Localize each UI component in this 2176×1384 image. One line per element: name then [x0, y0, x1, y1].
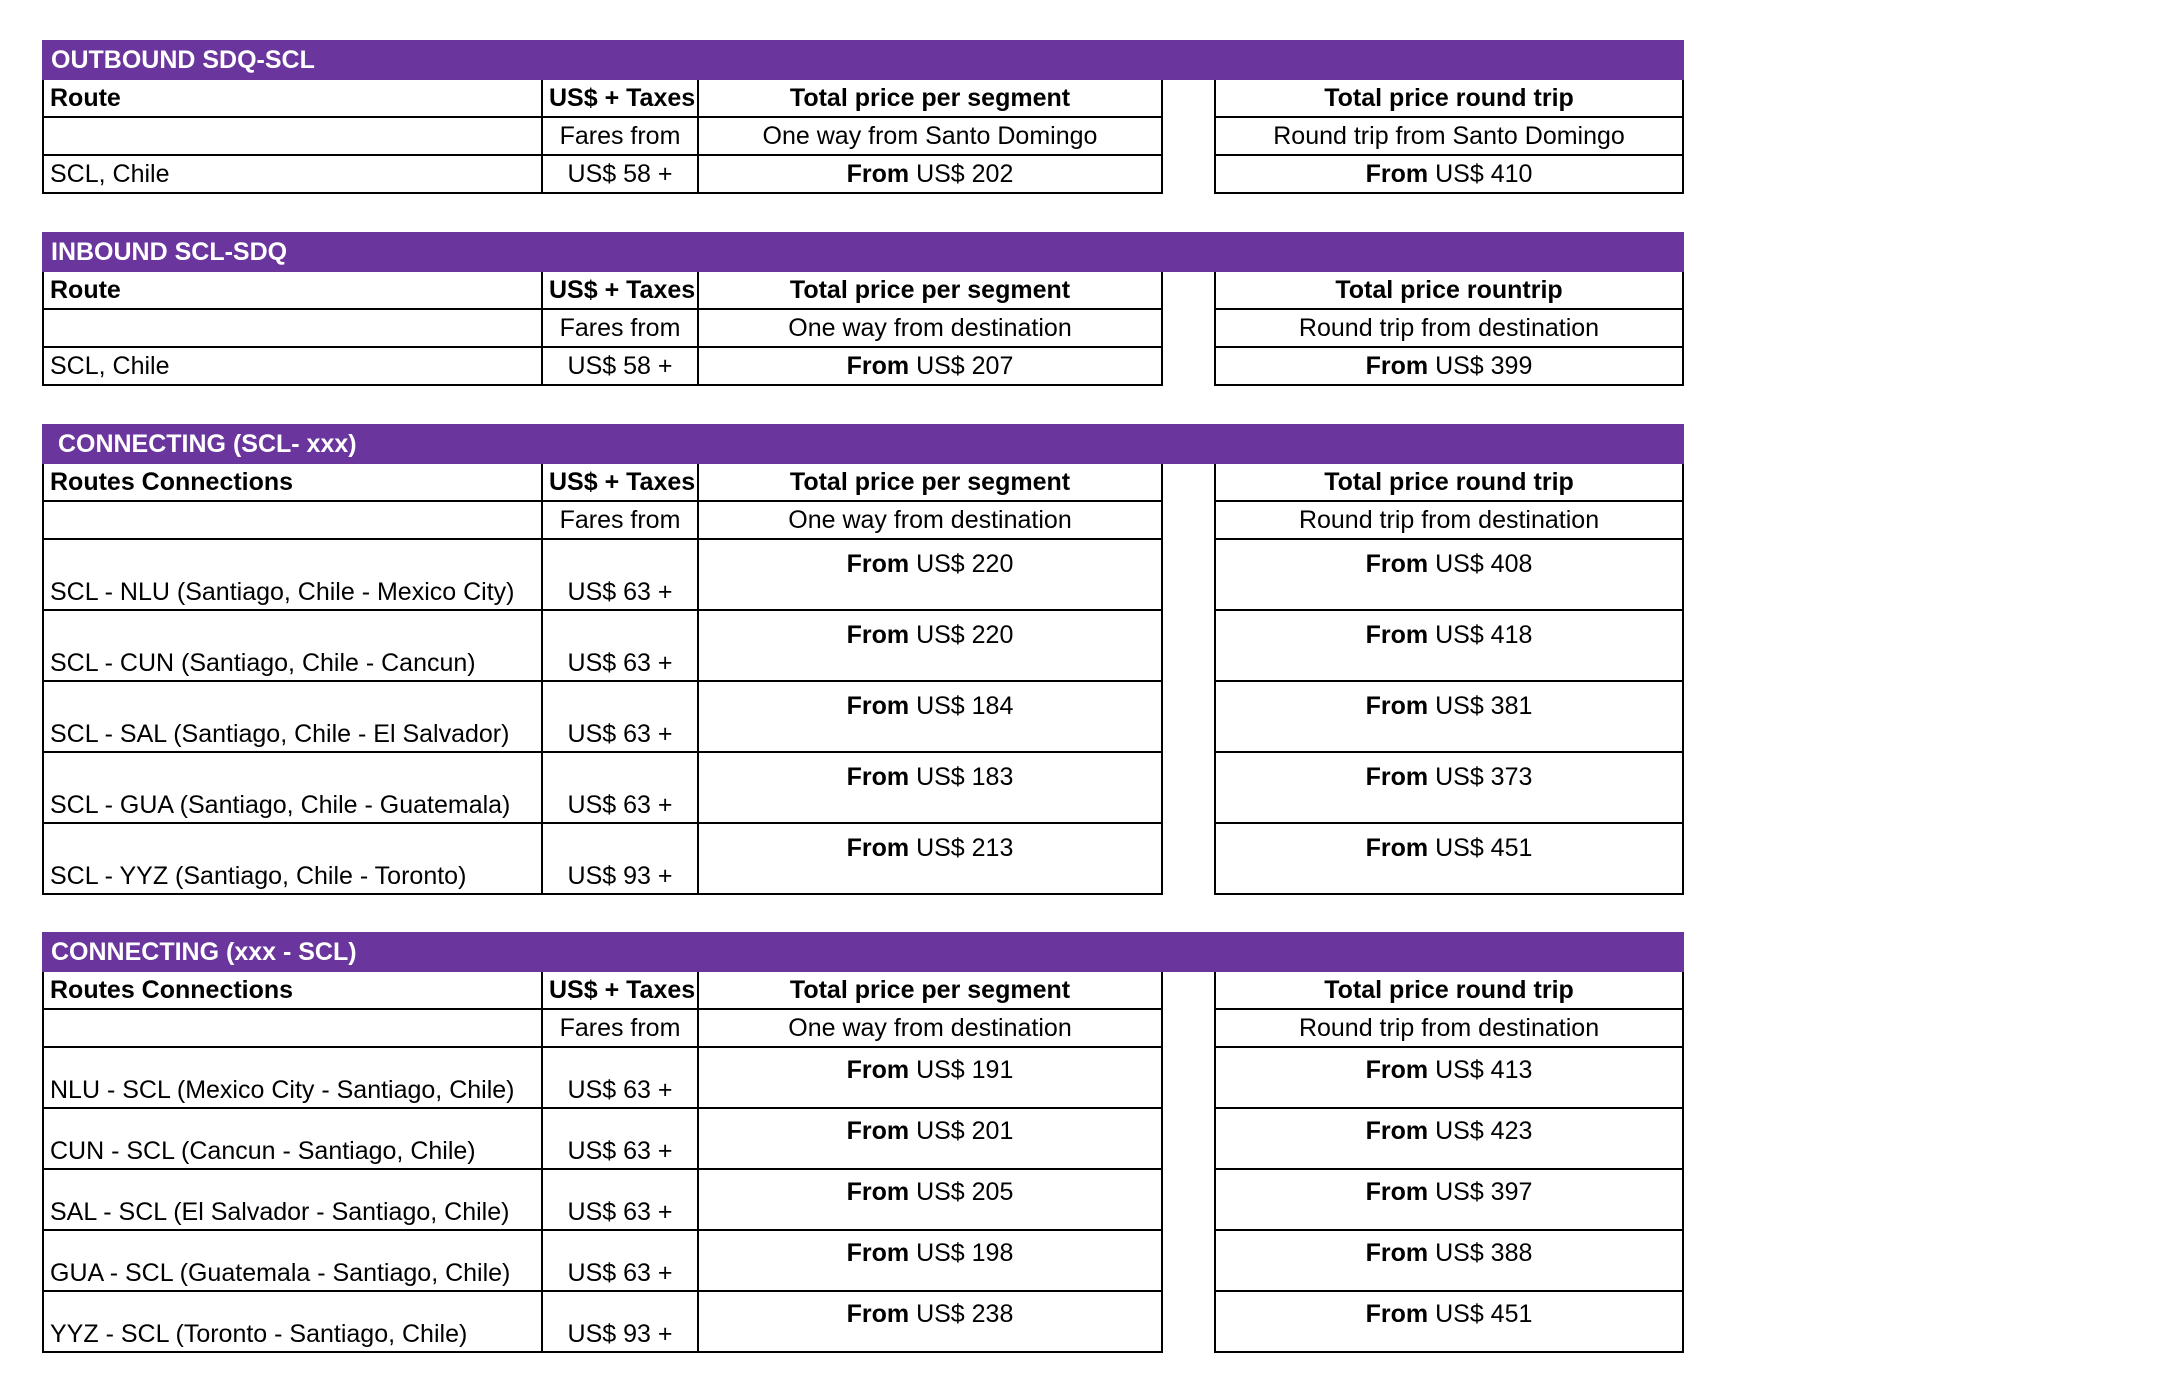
- from-label: From: [846, 763, 910, 791]
- gap-cell: [1162, 347, 1215, 385]
- price-value: US$ 191: [916, 1056, 1014, 1084]
- gap-cell: [1162, 1169, 1215, 1230]
- price-value: US$ 397: [1435, 1178, 1533, 1206]
- connecting-inbound-table: [42, 932, 1684, 1353]
- price-value: US$ 207: [916, 351, 1014, 380]
- segment-price-cell: [698, 752, 1162, 823]
- fare-cell: US$ 63 +: [542, 752, 698, 823]
- from-label: From: [1365, 1117, 1429, 1145]
- gap-cell: [1162, 1108, 1215, 1169]
- route-header: Routes Connections: [43, 971, 542, 1009]
- table-title-row: [43, 933, 1683, 971]
- table-title: OUTBOUND SDQ-SCL: [43, 41, 1683, 79]
- fare-subheader: Fares from: [542, 117, 698, 155]
- header-row: [43, 971, 1683, 1009]
- price-value: US$ 451: [1435, 834, 1533, 862]
- route-cell: SCL - YYZ (Santiago, Chile - Toronto): [43, 823, 542, 894]
- segment-subheader: One way from Santo Domingo: [698, 117, 1162, 155]
- roundtrip-price-cell: [1215, 539, 1683, 610]
- route-cell: CUN - SCL (Cancun - Santiago, Chile): [43, 1108, 542, 1169]
- fare-cell: US$ 63 +: [542, 1047, 698, 1108]
- price-value: US$ 410: [1435, 159, 1533, 188]
- from-label: From: [846, 1056, 910, 1084]
- table-row: [43, 1047, 1683, 1108]
- roundtrip-subheader: Round trip from destination: [1215, 501, 1683, 539]
- price-value: US$ 198: [916, 1239, 1014, 1267]
- roundtrip-price-cell: [1215, 347, 1683, 385]
- table-title-row: [43, 233, 1683, 271]
- segment-subheader: One way from destination: [698, 501, 1162, 539]
- from-label: From: [1365, 159, 1429, 188]
- gap-cell: [1162, 501, 1215, 539]
- price-value: US$ 413: [1435, 1056, 1533, 1084]
- price-value: US$ 183: [916, 763, 1014, 791]
- table-row: [43, 1291, 1683, 1352]
- roundtrip-price-cell: [1215, 681, 1683, 752]
- price-value: US$ 373: [1435, 763, 1533, 791]
- fare-cell: US$ 63 +: [542, 681, 698, 752]
- fare-subheader: Fares from: [542, 309, 698, 347]
- roundtrip-price-cell: [1215, 823, 1683, 894]
- price-value: US$ 423: [1435, 1117, 1533, 1145]
- gap-cell: [1162, 1291, 1215, 1352]
- gap-cell: [1162, 539, 1215, 610]
- roundtrip-subheader: Round trip from Santo Domingo: [1215, 117, 1683, 155]
- table-row: [43, 1108, 1683, 1169]
- route-cell: YYZ - SCL (Toronto - Santiago, Chile): [43, 1291, 542, 1352]
- table-row: [43, 155, 1683, 193]
- table-row: [43, 681, 1683, 752]
- fare-cell: US$ 63 +: [542, 1230, 698, 1291]
- roundtrip-price-cell: [1215, 1047, 1683, 1108]
- route-header: Route: [43, 79, 542, 117]
- roundtrip-price-cell: [1215, 1169, 1683, 1230]
- fare-subheader: Fares from: [542, 501, 698, 539]
- roundtrip-subheader: Round trip from destination: [1215, 1009, 1683, 1047]
- segment-price-cell: [698, 1169, 1162, 1230]
- from-label: From: [846, 1239, 910, 1267]
- fare-cell: US$ 63 +: [542, 1108, 698, 1169]
- table-row: [43, 347, 1683, 385]
- table-title-row: [43, 41, 1683, 79]
- gap-cell: [1162, 752, 1215, 823]
- price-value: US$ 205: [916, 1178, 1014, 1206]
- roundtrip-price-cell: [1215, 1291, 1683, 1352]
- roundtrip-header: Total price round trip: [1215, 971, 1683, 1009]
- gap-cell: [1162, 610, 1215, 681]
- segment-subheader: One way from destination: [698, 1009, 1162, 1047]
- price-value: US$ 381: [1435, 692, 1533, 720]
- from-label: From: [1365, 1300, 1429, 1328]
- subheader-row: [43, 1009, 1683, 1047]
- from-label: From: [846, 834, 910, 862]
- roundtrip-price-cell: [1215, 752, 1683, 823]
- gap-cell: [1162, 1230, 1215, 1291]
- fare-cell: US$ 93 +: [542, 1291, 698, 1352]
- route-cell: NLU - SCL (Mexico City - Santiago, Chile): [43, 1047, 542, 1108]
- fare-cell: US$ 63 +: [542, 610, 698, 681]
- price-value: US$ 418: [1435, 621, 1533, 649]
- fare-header: US$ + Taxes: [542, 79, 698, 117]
- gap-cell: [1162, 1047, 1215, 1108]
- segment-price-cell: [698, 155, 1162, 193]
- subheader-row: [43, 501, 1683, 539]
- from-label: From: [1365, 550, 1429, 578]
- from-label: From: [1365, 763, 1429, 791]
- roundtrip-header: Total price round trip: [1215, 79, 1683, 117]
- segment-price-cell: [698, 1047, 1162, 1108]
- from-label: From: [846, 1117, 910, 1145]
- from-label: From: [846, 550, 910, 578]
- price-value: US$ 388: [1435, 1239, 1533, 1267]
- roundtrip-price-cell: [1215, 1108, 1683, 1169]
- segment-header: Total price per segment: [698, 79, 1162, 117]
- price-value: US$ 184: [916, 692, 1014, 720]
- table-row: [43, 610, 1683, 681]
- segment-header: Total price per segment: [698, 463, 1162, 501]
- roundtrip-price-cell: [1215, 1230, 1683, 1291]
- fare-cell: US$ 58 +: [542, 155, 698, 193]
- from-label: From: [1365, 621, 1429, 649]
- header-row: [43, 79, 1683, 117]
- table-row: [43, 823, 1683, 894]
- outbound-table: [42, 40, 1684, 194]
- roundtrip-header: Total price rountrip: [1215, 271, 1683, 309]
- price-value: US$ 408: [1435, 550, 1533, 578]
- header-row: [43, 463, 1683, 501]
- gap-cell: [1162, 79, 1215, 117]
- segment-price-cell: [698, 539, 1162, 610]
- fare-subheader: Fares from: [542, 1009, 698, 1047]
- roundtrip-price-cell: [1215, 155, 1683, 193]
- price-value: US$ 202: [916, 159, 1014, 188]
- segment-price-cell: [698, 1291, 1162, 1352]
- gap-cell: [1162, 155, 1215, 193]
- from-label: From: [846, 1300, 910, 1328]
- price-value: US$ 213: [916, 834, 1014, 862]
- from-label: From: [1365, 834, 1429, 862]
- price-value: US$ 238: [916, 1300, 1014, 1328]
- gap-cell: [1162, 681, 1215, 752]
- header-row: [43, 271, 1683, 309]
- gap-cell: [1162, 463, 1215, 501]
- segment-price-cell: [698, 610, 1162, 681]
- from-label: From: [846, 621, 910, 649]
- segment-price-cell: [698, 823, 1162, 894]
- table-title-row: [43, 425, 1683, 463]
- table-title: INBOUND SCL-SDQ: [43, 233, 1683, 271]
- price-value: US$ 399: [1435, 351, 1533, 380]
- segment-price-cell: [698, 681, 1162, 752]
- table-row: [43, 539, 1683, 610]
- route-header: Routes Connections: [43, 463, 542, 501]
- price-value: US$ 220: [916, 621, 1014, 649]
- fare-cell: US$ 63 +: [542, 1169, 698, 1230]
- from-label: From: [846, 159, 910, 188]
- route-cell: SCL, Chile: [43, 155, 542, 193]
- table-title: CONNECTING (SCL- xxx): [43, 425, 1683, 463]
- from-label: From: [1365, 1056, 1429, 1084]
- roundtrip-price-cell: [1215, 610, 1683, 681]
- segment-header: Total price per segment: [698, 271, 1162, 309]
- route-subheader: [43, 309, 542, 347]
- gap-cell: [1162, 1009, 1215, 1047]
- table-title: CONNECTING (xxx - SCL): [43, 933, 1683, 971]
- segment-subheader: One way from destination: [698, 309, 1162, 347]
- segment-header: Total price per segment: [698, 971, 1162, 1009]
- route-subheader: [43, 1009, 542, 1047]
- segment-price-cell: [698, 347, 1162, 385]
- gap-cell: [1162, 823, 1215, 894]
- fare-header: US$ + Taxes: [542, 971, 698, 1009]
- table-row: [43, 1230, 1683, 1291]
- from-label: From: [1365, 692, 1429, 720]
- fare-cell: US$ 93 +: [542, 823, 698, 894]
- from-label: From: [1365, 1178, 1429, 1206]
- connecting-outbound-table: [42, 424, 1684, 895]
- gap-cell: [1162, 971, 1215, 1009]
- route-cell: SCL - GUA (Santiago, Chile - Guatemala): [43, 752, 542, 823]
- gap-cell: [1162, 271, 1215, 309]
- fare-cell: US$ 63 +: [542, 539, 698, 610]
- price-value: US$ 220: [916, 550, 1014, 578]
- subheader-row: [43, 117, 1683, 155]
- roundtrip-subheader: Round trip from destination: [1215, 309, 1683, 347]
- subheader-row: [43, 309, 1683, 347]
- from-label: From: [846, 351, 910, 380]
- from-label: From: [1365, 1239, 1429, 1267]
- route-cell: GUA - SCL (Guatemala - Santiago, Chile): [43, 1230, 542, 1291]
- route-cell: SCL, Chile: [43, 347, 542, 385]
- route-subheader: [43, 117, 542, 155]
- inbound-table: [42, 232, 1684, 386]
- from-label: From: [846, 692, 910, 720]
- gap-cell: [1162, 309, 1215, 347]
- fare-header: US$ + Taxes: [542, 463, 698, 501]
- route-cell: SAL - SCL (El Salvador - Santiago, Chile): [43, 1169, 542, 1230]
- price-value: US$ 451: [1435, 1300, 1533, 1328]
- route-cell: SCL - NLU (Santiago, Chile - Mexico City): [43, 539, 542, 610]
- route-cell: SCL - CUN (Santiago, Chile - Cancun): [43, 610, 542, 681]
- from-label: From: [846, 1178, 910, 1206]
- table-row: [43, 1169, 1683, 1230]
- roundtrip-header: Total price round trip: [1215, 463, 1683, 501]
- table-row: [43, 752, 1683, 823]
- fare-header: US$ + Taxes: [542, 271, 698, 309]
- segment-price-cell: [698, 1230, 1162, 1291]
- route-header: Route: [43, 271, 542, 309]
- gap-cell: [1162, 117, 1215, 155]
- route-subheader: [43, 501, 542, 539]
- price-value: US$ 201: [916, 1117, 1014, 1145]
- fare-cell: US$ 58 +: [542, 347, 698, 385]
- from-label: From: [1365, 351, 1429, 380]
- segment-price-cell: [698, 1108, 1162, 1169]
- route-cell: SCL - SAL (Santiago, Chile - El Salvador): [43, 681, 542, 752]
